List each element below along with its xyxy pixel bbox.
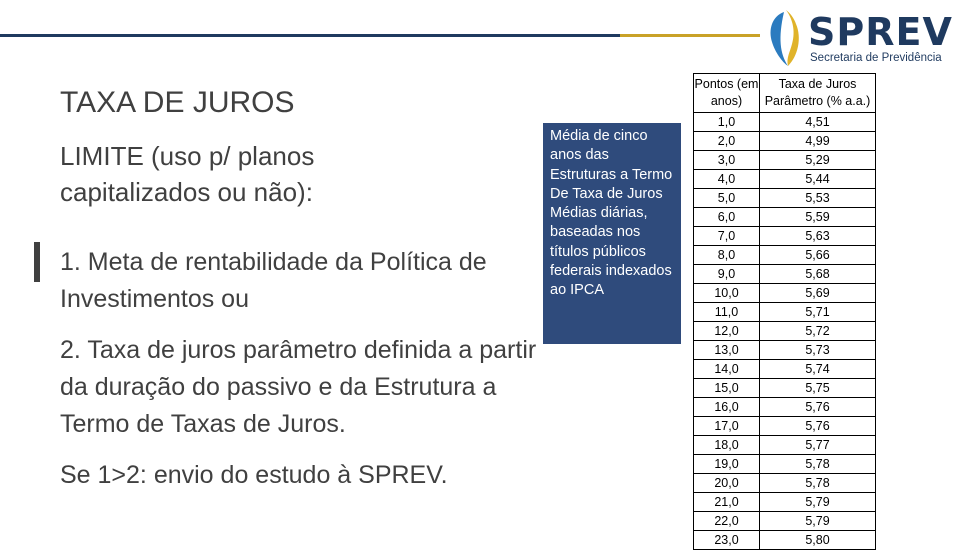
- page-subtitle: LIMITE (uso p/ planos capitalizados ou não):: [60, 141, 315, 207]
- table-row: [694, 341, 876, 360]
- item-2: 2. Taxa de juros parâmetro definida a partir da duração do passivo e da Estrutura a Termo de Taxas de Juros.: [60, 336, 537, 438]
- table-row: [694, 417, 876, 436]
- cell-pontos: 19,0: [694, 455, 760, 474]
- cell-taxa: 4,51: [760, 113, 876, 132]
- table-row: [694, 360, 876, 379]
- cell-taxa: 5,44: [760, 170, 876, 189]
- cell-pontos: 13,0: [694, 341, 760, 360]
- table-row: [694, 455, 876, 474]
- item-1: 1. Meta de rentabilidade da Política de Investimentos ou: [60, 248, 487, 313]
- header-rule-accent: [620, 34, 760, 37]
- header-rule: [0, 34, 760, 37]
- cell-pontos: 14,0: [694, 360, 760, 379]
- header-taxa: Taxa de Juros Parâmetro (% a.a.): [760, 74, 876, 113]
- table-row: [694, 132, 876, 151]
- cell-taxa: 5,68: [760, 265, 876, 284]
- table-row: [694, 493, 876, 512]
- table-row: [694, 474, 876, 493]
- cell-pontos: 7,0: [694, 227, 760, 246]
- cell-pontos: 15,0: [694, 379, 760, 398]
- cell-taxa: 5,74: [760, 360, 876, 379]
- cell-pontos: 16,0: [694, 398, 760, 417]
- cell-pontos: 10,0: [694, 284, 760, 303]
- item-3: Se 1>2: envio do estudo à SPREV.: [60, 461, 448, 489]
- table-row: [694, 398, 876, 417]
- table-row: [694, 531, 876, 550]
- cell-taxa: 5,80: [760, 531, 876, 550]
- table-body: [694, 113, 876, 550]
- cell-pontos: 20,0: [694, 474, 760, 493]
- bullet-bar: [34, 242, 40, 282]
- cell-pontos: 2,0: [694, 132, 760, 151]
- header-pontos: Pontos (em anos): [694, 74, 760, 113]
- table-row: [694, 227, 876, 246]
- cell-taxa: 5,63: [760, 227, 876, 246]
- table-row: [694, 265, 876, 284]
- table-row: [694, 246, 876, 265]
- table-row: [694, 151, 876, 170]
- cell-pontos: 6,0: [694, 208, 760, 227]
- cell-pontos: 22,0: [694, 512, 760, 531]
- cell-taxa: 5,71: [760, 303, 876, 322]
- cell-taxa: 5,53: [760, 189, 876, 208]
- cell-pontos: 21,0: [694, 493, 760, 512]
- cell-pontos: 5,0: [694, 189, 760, 208]
- logo-subtitle: Secretaria de Previdência: [810, 52, 942, 64]
- cell-taxa: 5,77: [760, 436, 876, 455]
- cell-taxa: 5,29: [760, 151, 876, 170]
- rates-table: [693, 73, 876, 550]
- table-row: [694, 113, 876, 132]
- cell-pontos: 1,0: [694, 113, 760, 132]
- cell-taxa: 5,78: [760, 474, 876, 493]
- table-row: [694, 303, 876, 322]
- info-box: Média de cinco anos das Estruturas a Termo De Taxa de Juros Médias diárias, baseadas nos títulos públicos federais indexados ao IPCA: [543, 123, 681, 344]
- cell-taxa: 5,79: [760, 493, 876, 512]
- cell-pontos: 4,0: [694, 170, 760, 189]
- table-row: [694, 379, 876, 398]
- table-header-row: [694, 74, 876, 113]
- cell-taxa: 5,72: [760, 322, 876, 341]
- cell-taxa: 5,75: [760, 379, 876, 398]
- cell-pontos: 23,0: [694, 531, 760, 550]
- cell-taxa: 5,66: [760, 246, 876, 265]
- table-row: [694, 189, 876, 208]
- cell-taxa: 5,76: [760, 398, 876, 417]
- cell-pontos: 8,0: [694, 246, 760, 265]
- cell-taxa: 5,73: [760, 341, 876, 360]
- table-row: [694, 284, 876, 303]
- table-row: [694, 208, 876, 227]
- cell-taxa: 4,99: [760, 132, 876, 151]
- cell-pontos: 12,0: [694, 322, 760, 341]
- table-row: [694, 436, 876, 455]
- cell-pontos: 11,0: [694, 303, 760, 322]
- cell-taxa: 5,76: [760, 417, 876, 436]
- rates-table-container: [693, 73, 876, 553]
- cell-pontos: 17,0: [694, 417, 760, 436]
- cell-taxa: 5,79: [760, 512, 876, 531]
- cell-pontos: 18,0: [694, 436, 760, 455]
- cell-taxa: 5,78: [760, 455, 876, 474]
- table-row: [694, 512, 876, 531]
- cell-pontos: 3,0: [694, 151, 760, 170]
- sprev-logo: [760, 6, 953, 70]
- body-text: [60, 244, 550, 494]
- cell-pontos: 9,0: [694, 265, 760, 284]
- logo-wordmark: SPREV: [808, 10, 953, 54]
- page-title: TAXA DE JUROS: [60, 86, 295, 119]
- cell-taxa: 5,69: [760, 284, 876, 303]
- sprev-logo-icon: [762, 8, 806, 68]
- cell-taxa: 5,59: [760, 208, 876, 227]
- table-row: [694, 170, 876, 189]
- table-row: [694, 322, 876, 341]
